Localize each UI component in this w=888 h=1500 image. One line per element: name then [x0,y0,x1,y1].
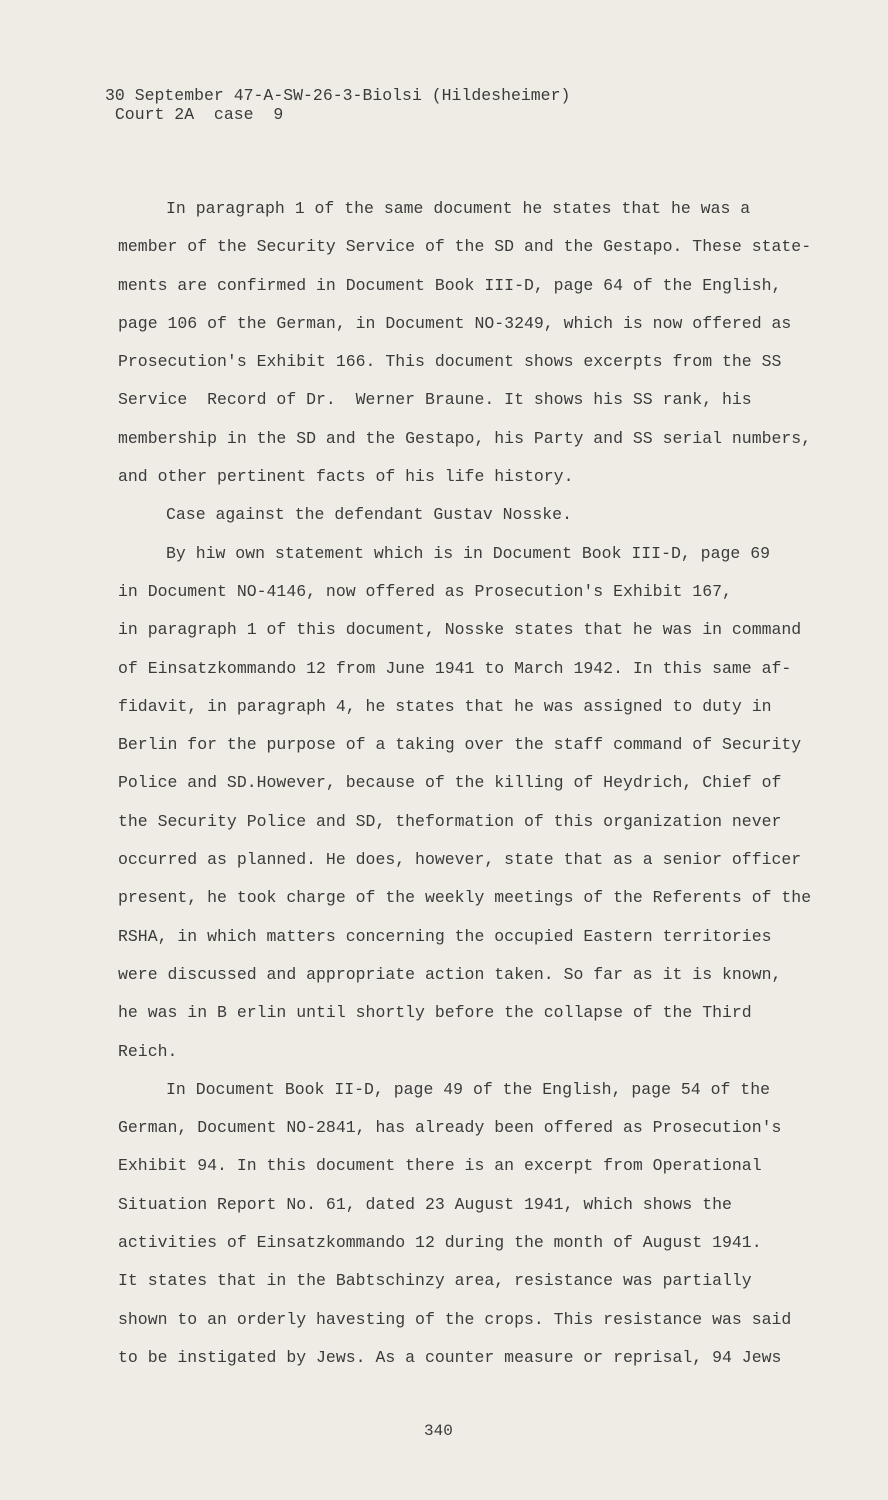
body-text-line: and other pertinent facts of his life history. [118,467,574,487]
body-text-line: In paragraph 1 of the same document he states that he was a [166,199,751,218]
body-text-line: the Security Police and SD, theformation of this organization never [118,811,782,831]
body-text-line: ments are confirmed in Document Book III-D, page 64 of the English, [118,275,782,295]
body-text-line: he was in B erlin until shortly before the collapse of the Third [118,1003,752,1023]
body-text-line: activities of Einsatzkommando 12 during the month of August 1941. [118,1233,762,1253]
body-text-line: member of the Security Service of the SD and the Gestapo. These state- [118,237,812,257]
body-text-line: It states that in the Babtschinzy area, resistance was partially [118,1271,752,1291]
body-text-line: in paragraph 1 of this document, Nosske states that he was in command [118,620,802,640]
body-text-line: were discussed and appropriate action taken. So far as it is known, [118,964,782,984]
body-text-line: shown to an orderly havesting of the crops. This resistance was said [118,1309,792,1329]
document-body [118,196,818,1383]
body-text-line: Service Record of Dr. Werner Braune. It shows his SS rank, his [118,390,752,410]
body-text-line: Exhibit 94. In this document there is an excerpt from Operational [118,1156,762,1176]
body-text-line: By hiw own statement which is in Document Book III-D, page 69 [166,543,770,563]
body-text-line: of Einsatzkommando 12 from June 1941 to March 1942. In this same af- [118,658,792,678]
body-text-line: Reich. [118,1041,178,1061]
body-text-line: Prosecution's Exhibit 166. This document shows excerpts from the SS [118,352,782,372]
body-text-line: RSHA, in which matters concerning the occupied Eastern territories [118,926,772,946]
body-text-line: Case against the defendant Gustav Nosske. [166,505,572,525]
document-header-line-2: Court 2A case 9 [105,105,284,124]
body-text-line: Berlin for the purpose of a taking over the staff command of Security [118,735,802,755]
body-text-line: fidavit, in paragraph 4, he states that he was assigned to duty in [118,696,772,716]
body-text-line: Police and SD.However, because of the killing of Heydrich, Chief of [118,773,782,793]
body-text-line: page 106 of the German, in Document NO-3249, which is now offered as [118,313,792,333]
body-text-line: In Document Book II-D, page 49 of the English, page 54 of the [166,1079,770,1099]
body-text-line: occurred as planned. He does, however, state that as a senior officer [118,850,802,870]
body-text-line: German, Document NO-2841, has already been offered as Prosecution's [118,1118,782,1138]
body-text-line: Situation Report No. 61, dated 23 August 1941, which shows the [118,1194,732,1214]
body-text-line: present, he took charge of the weekly meetings of the Referents of the [118,888,812,908]
body-text-line: to be instigated by Jews. As a counter measure or reprisal, 94 Jews [118,1347,782,1367]
body-text-line: in Document NO-4146, now offered as Prosecution's Exhibit 167, [118,581,732,601]
document-header-line-1: 30 September 47-A-SW-26-3-Biolsi (Hildesheimer) [105,86,571,105]
body-text-line: membership in the SD and the Gestapo, his Party and SS serial numbers, [118,428,812,448]
page-number: 340 [424,1422,453,1440]
